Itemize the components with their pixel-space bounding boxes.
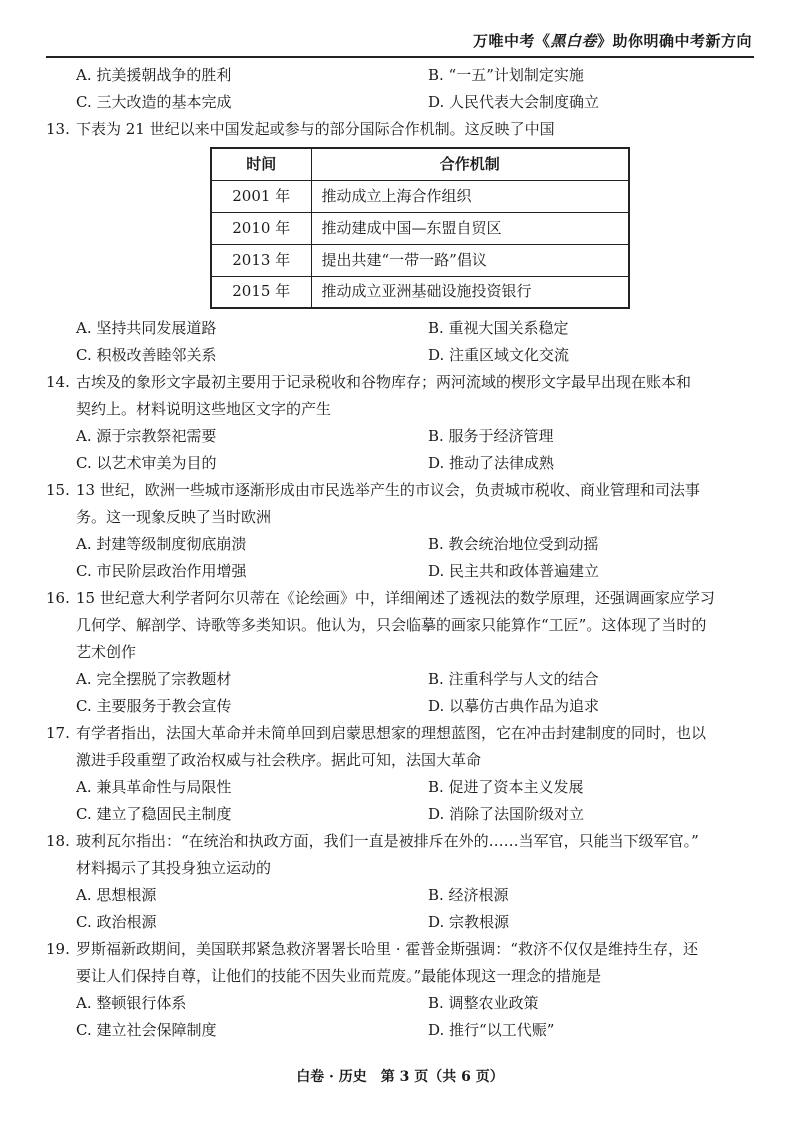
option-b[interactable]: B. 服务于经济管理	[428, 427, 554, 445]
header-mechanism: 合作机制	[311, 148, 629, 180]
q19-options	[46, 1017, 758, 1044]
table-row	[211, 212, 629, 244]
exam-content	[46, 62, 758, 1044]
header-prefix: 万唯中考《	[472, 32, 551, 50]
question-line: 艺术创作	[76, 643, 137, 661]
question-line: 要让人们保持自尊，让他们的技能不因失业而荒废。”最能体现这一理念的措施是	[76, 967, 602, 985]
cell-mechanism: 推动成立上海合作组织	[311, 180, 629, 212]
option-a[interactable]: A. 整顿银行体系	[76, 994, 187, 1012]
q15-options	[46, 531, 758, 558]
question-line: 罗斯福新政期间，美国联邦紧急救济署署长哈里 · 霍普金斯强调：“救济不仅仅是维持生存，还	[76, 940, 698, 958]
question-19	[46, 936, 758, 990]
header-suffix: 》助你明确中考新方向	[596, 32, 752, 50]
option-a[interactable]: A. 完全摆脱了宗教题材	[76, 670, 232, 688]
question-line: 激进手段重塑了政治权威与社会秩序。据此可知，法国大革命	[76, 751, 482, 769]
question-number: 17.	[46, 724, 70, 742]
option-b[interactable]: B. “一五”计划制定实施	[428, 66, 584, 84]
q18-options	[46, 882, 758, 909]
question-18	[46, 828, 758, 882]
option-b[interactable]: B. 教会统治地位受到动摇	[428, 535, 599, 553]
cell-mechanism: 推动建成中国—东盟自贸区	[311, 212, 629, 244]
question-number: 16.	[46, 589, 70, 607]
page-header	[473, 30, 752, 51]
option-a[interactable]: A. 封建等级制度彻底崩溃	[76, 535, 247, 553]
question-line: 契约上。材料说明这些地区文字的产生	[76, 400, 332, 418]
q18-options	[46, 909, 758, 936]
question-16	[46, 585, 758, 666]
header-time: 时间	[211, 148, 311, 180]
option-c[interactable]: C. 政治根源	[76, 913, 157, 931]
q12-options	[46, 62, 758, 89]
option-c[interactable]: C. 建立社会保障制度	[76, 1021, 217, 1039]
option-a[interactable]: A. 兼具革命性与局限性	[76, 778, 232, 796]
q17-options	[46, 801, 758, 828]
q13-options	[46, 342, 758, 369]
question-number: 15.	[46, 481, 70, 499]
q14-options	[46, 450, 758, 477]
cooperation-table	[210, 147, 630, 309]
question-line: 15 世纪意大利学者阿尔贝蒂在《论绘画》中，详细阐述了透视法的数学原理，还强调画家应学习	[76, 589, 715, 607]
option-b[interactable]: B. 调整农业政策	[428, 994, 539, 1012]
option-c[interactable]: C. 市民阶层政治作用增强	[76, 562, 247, 580]
question-14	[46, 369, 758, 423]
option-b[interactable]: B. 经济根源	[428, 886, 509, 904]
option-c[interactable]: C. 三大改造的基本完成	[76, 93, 232, 111]
table-row	[211, 180, 629, 212]
option-b[interactable]: B. 促进了资本主义发展	[428, 778, 584, 796]
question-line: 材料揭示了其投身独立运动的	[76, 859, 272, 877]
q16-options	[46, 666, 758, 693]
option-a[interactable]: A. 坚持共同发展道路	[76, 319, 217, 337]
option-d[interactable]: D. 消除了法国阶级对立	[428, 805, 585, 823]
option-c[interactable]: C. 建立了稳固民主制度	[76, 805, 232, 823]
q15-options	[46, 558, 758, 585]
header-divider	[46, 56, 754, 58]
question-line: 13 世纪，欧洲一些城市逐渐形成由市民选举产生的市议会，负责城市税收、商业管理和司法事	[76, 481, 700, 499]
cell-year: 2001 年	[211, 180, 311, 212]
page-footer: 白卷 · 历史 第 3 页（共 6 页）	[296, 1069, 504, 1085]
option-b[interactable]: B. 注重科学与人文的结合	[428, 670, 599, 688]
table-row	[211, 244, 629, 276]
question-line: 务。这一现象反映了当时欧洲	[76, 508, 272, 526]
cell-year: 2013 年	[211, 244, 311, 276]
option-d[interactable]: D. 推动了法律成熟	[428, 454, 555, 472]
q12-options	[46, 89, 758, 116]
table-header-row	[211, 148, 629, 180]
option-c[interactable]: C. 积极改善睦邻关系	[76, 346, 217, 364]
question-line: 古埃及的象形文字最初主要用于记录税收和谷物库存；两河流域的楔形文字最早出现在账本和	[76, 373, 692, 391]
q19-options	[46, 990, 758, 1017]
question-15	[46, 477, 758, 531]
option-c[interactable]: C. 主要服务于教会宣传	[76, 697, 232, 715]
q16-options	[46, 693, 758, 720]
question-line: 几何学、解剖学、诗歌等多类知识。他认为，只会临摹的画家只能算作“工匠”。这体现了当时的	[76, 616, 707, 634]
option-b[interactable]: B. 重视大国关系稳定	[428, 319, 569, 337]
cell-mechanism: 推动成立亚洲基础设施投资银行	[311, 276, 629, 308]
question-number: 13.	[46, 120, 70, 138]
question-number: 18.	[46, 832, 70, 850]
option-a[interactable]: A. 抗美援朝战争的胜利	[76, 66, 232, 84]
option-a[interactable]: A. 源于宗教祭祀需要	[76, 427, 217, 445]
option-c[interactable]: C. 以艺术审美为目的	[76, 454, 217, 472]
q14-options	[46, 423, 758, 450]
header-brand: 黑白卷	[550, 32, 597, 50]
question-number: 14.	[46, 373, 70, 391]
option-a[interactable]: A. 思想根源	[76, 886, 157, 904]
question-number: 19.	[46, 940, 70, 958]
q17-options	[46, 774, 758, 801]
option-d[interactable]: D. 宗教根源	[428, 913, 510, 931]
question-line: 玻利瓦尔指出：“在统治和执政方面，我们一直是被排斥在外的……当军官，只能当下级军官。”	[76, 832, 699, 850]
table-row	[211, 276, 629, 308]
q13-options	[46, 315, 758, 342]
question-13	[46, 116, 758, 143]
question-line: 有学者指出，法国大革命并未简单回到启蒙思想家的理想蓝图，它在冲击封建制度的同时，也以	[76, 724, 707, 742]
cell-year: 2010 年	[211, 212, 311, 244]
option-d[interactable]: D. 以摹仿古典作品为追求	[428, 697, 600, 715]
option-d[interactable]: D. 人民代表大会制度确立	[428, 93, 600, 111]
question-text: 下表为 21 世纪以来中国发起或参与的部分国际合作机制。这反映了中国	[76, 120, 555, 138]
cell-year: 2015 年	[211, 276, 311, 308]
option-d[interactable]: D. 注重区域文化交流	[428, 346, 570, 364]
option-d[interactable]: D. 推行“以工代赈”	[428, 1021, 555, 1039]
option-d[interactable]: D. 民主共和政体普遍建立	[428, 562, 600, 580]
question-17	[46, 720, 758, 774]
cell-mechanism: 提出共建“一带一路”倡议	[311, 244, 629, 276]
